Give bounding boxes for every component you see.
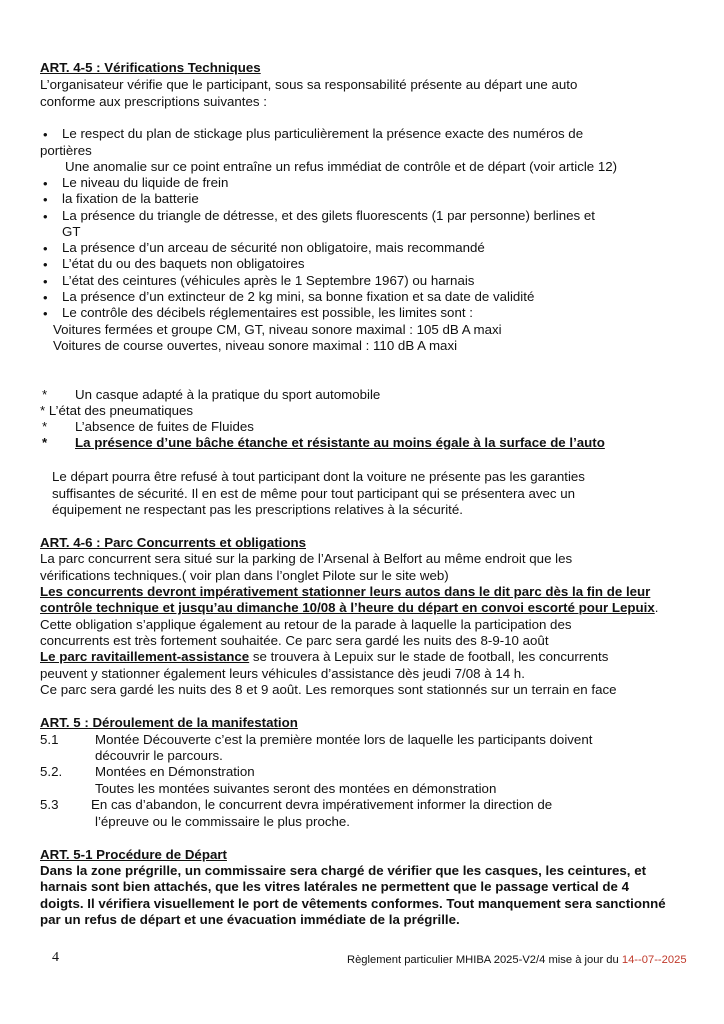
paragraph-line-emphasis: Les concurrents devront impérativement stationner leurs autos dans le dit parc dès la fin de leur	[40, 584, 651, 599]
numbered-item: Montée Découverte c’est la première montée lors de laquelle les participants doivent	[95, 732, 593, 747]
list-item-note: Une anomalie sur ce point entraîne un refus immédiat de contrôle et de départ (voir article 12)	[65, 159, 618, 174]
list-item: * L’état des pneumatiques	[40, 403, 194, 418]
list-item: Le respect du plan de stickage plus particulièrement la présence exacte des numéros de	[62, 126, 584, 141]
emphasis-text: Le parc ravitaillement-assistance	[40, 649, 250, 664]
bullet-icon: •	[43, 290, 48, 305]
page-number: 4	[52, 950, 59, 965]
list-item: La présence d’un arceau de sécurité non obligatoire, mais recommandé	[62, 240, 485, 255]
numbered-item-continuation: l’épreuve ou le commissaire le plus proche.	[95, 814, 350, 829]
paragraph-line-bold: par un refus de départ et une évacuation immédiate de la prégrille.	[40, 912, 460, 927]
list-item-detail: Voitures fermées et groupe CM, GT, niveau sonore maximal : 105 dB A maxi	[53, 322, 502, 337]
paragraph-line: Ce parc sera gardé les nuits des 8 et 9 août. Les remorques sont stationnés sur un terrain en face	[40, 682, 617, 697]
period-text: .	[654, 600, 659, 615]
section-title-art-4-6: ART. 4-6 : Parc Concurrents et obligations	[40, 535, 306, 550]
paragraph-line: Cette obligation s’applique également au retour de la parade à laquelle la participation des	[40, 617, 572, 632]
section-title-art-5: ART. 5 : Déroulement de la manifestation	[40, 715, 298, 730]
section-title-art-5-1: ART. 5-1 Procédure de Départ	[40, 847, 227, 862]
paragraph-line: Le départ pourra être refusé à tout participant dont la voiture ne présente pas les garanties	[52, 469, 585, 484]
list-item: Le niveau du liquide de frein	[62, 175, 229, 190]
paragraph-line: L’organisateur vérifie que le participant, sous sa responsabilité présente au départ une auto	[40, 77, 578, 92]
bullet-icon: •	[43, 127, 48, 142]
item-number: 5.3	[40, 797, 59, 812]
paragraph-line-bold: Dans la zone prégrille, un commissaire sera chargé de vérifier que les casques, les ceintures, et	[40, 863, 647, 878]
numbered-item-continuation: découvrir le parcours.	[95, 748, 223, 763]
plain-text: se trouvera à Lepuix sur le stade de football, les concurrents	[249, 649, 609, 664]
list-item-emphasis: La présence d’une bâche étanche et résistante au moins égale à la surface de l’auto	[75, 435, 605, 450]
item-number: 5.1	[40, 732, 59, 747]
bullet-icon: •	[43, 241, 48, 256]
paragraph-line	[40, 649, 608, 665]
bullet-icon: •	[43, 306, 48, 321]
list-item: La présence du triangle de détresse, et des gilets fluorescents (1 par personne) berlines et	[62, 208, 595, 223]
paragraph-line-bold: doigts. Il vérifiera visuellement le port de vêtements conformes. Tout manquement sera sanctionné	[40, 896, 666, 911]
bullet-icon: •	[43, 257, 48, 272]
list-item: La présence d’un extincteur de 2 kg mini, sa bonne fixation et sa date de validité	[62, 289, 535, 304]
list-item-detail: Voitures de course ouvertes, niveau sonore maximal : 110 dB A maxi	[53, 338, 458, 353]
bullet-icon: •	[43, 176, 48, 191]
list-item: L’état du ou des baquets non obligatoires	[62, 256, 305, 271]
numbered-item-continuation: Toutes les montées suivantes seront des montées en démonstration	[95, 781, 497, 796]
footer-label: Règlement particulier MHIBA 2025-V2/4 mise à jour du	[347, 954, 622, 966]
footer-text	[347, 952, 687, 968]
paragraph-line-emphasis	[40, 600, 658, 616]
paragraph-line: concurrents est très fortement souhaitée. Ce parc sera gardé les nuits des 8-9-10 août	[40, 633, 549, 648]
bullet-icon: •	[43, 274, 48, 289]
paragraph-line: suffisantes de sécurité. Il en est de même pour tout participant qui se présentera avec un	[52, 486, 576, 501]
paragraph-line: peuvent y stationner également leurs véhicules d’assistance dès jeudi 7/08 à 14 h.	[40, 666, 525, 681]
bullet-icon: •	[43, 192, 48, 207]
asterisk-icon: *	[42, 419, 48, 434]
paragraph-line: La parc concurrent sera situé sur la parking de l’Arsenal à Belfort au même endroit que les	[40, 551, 573, 566]
item-number: 5.2.	[40, 764, 63, 779]
paragraph-line-bold: harnais sont bien attachés, que les vitres latérales ne permettent que le passage vertical de 4	[40, 879, 629, 894]
list-item: la fixation de la batterie	[62, 191, 199, 206]
paragraph-line: vérifications techniques.( voir plan dans l’onglet Pilote sur le site web)	[40, 568, 449, 583]
numbered-item: En cas d’abandon, le concurrent devra impérativement informer la direction de	[91, 797, 553, 812]
list-item: L’absence de fuites de Fluides	[75, 419, 254, 434]
paragraph-line: conforme aux prescriptions suivantes :	[40, 94, 267, 109]
footer-date: 14--07--2025	[621, 954, 687, 966]
paragraph-line: équipement ne respectant pas les prescriptions relatives à la sécurité.	[52, 502, 463, 517]
list-item-continuation: portières	[40, 143, 92, 158]
emphasis-text: contrôle technique et jusqu’au dimanche 10/08 à l’heure du départ en convoi escorté pour Lepuix	[40, 600, 655, 615]
list-item-continuation: GT	[62, 224, 81, 239]
list-item: L’état des ceintures (véhicules après le 1 Septembre 1967) ou harnais	[62, 273, 475, 288]
section-title-art-4-5: ART. 4-5 : Vérifications Techniques	[40, 60, 261, 75]
list-item: Le contrôle des décibels réglementaires est possible, les limites sont :	[62, 305, 473, 320]
numbered-item: Montées en Démonstration	[95, 764, 255, 779]
asterisk-icon: *	[42, 387, 48, 402]
bullet-icon: •	[43, 209, 48, 224]
asterisk-icon: *	[42, 435, 48, 450]
list-item: Un casque adapté à la pratique du sport automobile	[75, 387, 381, 402]
